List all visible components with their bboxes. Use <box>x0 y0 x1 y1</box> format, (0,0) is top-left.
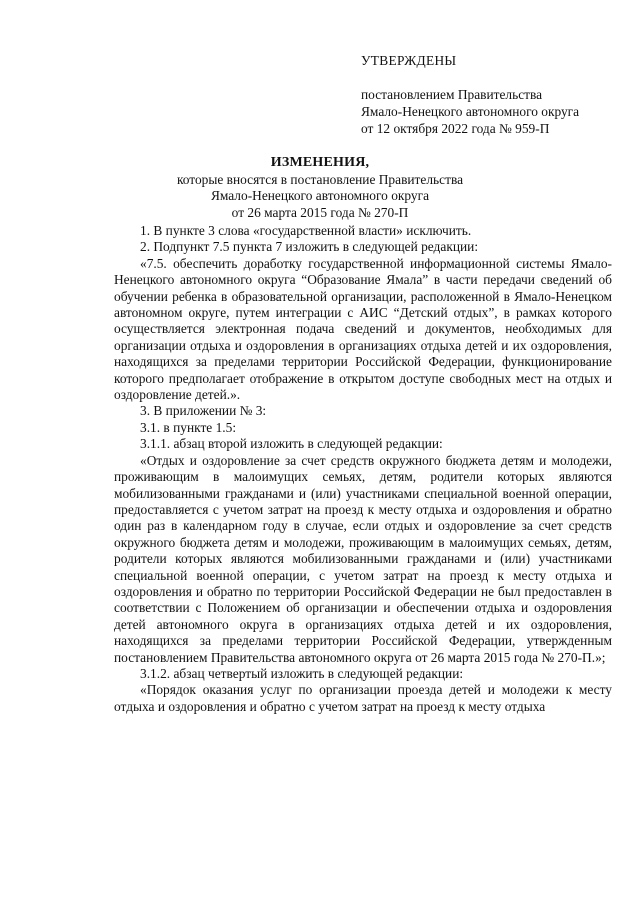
heading-line-3: от 26 марта 2015 года № 270-П <box>231 204 409 220</box>
document-heading <box>150 155 490 221</box>
paragraph-4: 3. В приложении № 3: <box>140 403 267 419</box>
document-body <box>114 223 612 715</box>
approval-line-3: от 12 октября 2022 года № 959-П <box>361 121 550 136</box>
paragraph-1: 1. В пункте 3 слова «государственной власти» исключить. <box>140 223 472 238</box>
approval-block <box>361 52 621 137</box>
paragraph-3: «7.5. обеспечить доработку государственной информационной системы Ямало-Ненецкого автономного округа “Образование Ямала” в части передачи сведений об обучении ребенка в образовательной организации, расположенной в Ямало-Ненецком автономном округе, путем интеграции с АИС “Детский отдых”, в рамках которого осуществляется электронная подача сведений и документов, необходимых для организации отдыха и оздоровления в организациях отдыха детей и их оздоровления, находящихся за пределами территории Российской Федерации, функционирование которого предполагает отображение в открытом доступе свободных мест на отдых и оздоровление детей.». <box>114 255 612 403</box>
paragraph-7: «Отдых и оздоровление за счет средств окружного бюджета детям и молодежи, проживающим в малоимущих семьях, детям, родители которых являются мобилизованными гражданами и (или) участниками специальной военной операции, предоставляется с учетом затрат на проезд к месту отдыха и оздоровления и обратно один раз в календарном году в случае, если отдых и оздоровление за счет средств окружного бюджета детям и молодежи, проживающим в малоимущих семьях, детям, родители которых являются мобилизованными гражданами и (или) участниками специальной военной операции, с учетом затрат на проезд к месту отдыха и оздоровления и обратно по территории Российской Федерации не был предоставлен в соответствии с Положением об организации и обеспечении отдыха и оздоровления детей автономного округа в организациях отдыха детей и их оздоровления, находящихся за пределами территории Российской Федерации, утвержденным постановлением Правительства автономного округа от 26 марта 2015 года № 270-П.»; <box>114 452 612 665</box>
paragraph-8: 3.1.2. абзац четвертый изложить в следующей редакции: <box>140 665 464 681</box>
paragraph-5: 3.1. в пункте 1.5: <box>140 419 237 435</box>
heading-title: ИЗМЕНЕНИЯ, <box>270 155 370 170</box>
paragraph-6: 3.1.1. абзац второй изложить в следующей редакции: <box>140 436 443 452</box>
paragraph-9: «Порядок оказания услуг по организации проезда детей и молодежи к месту отдыха и оздоровления и обратно с учетом затрат на проезд к месту отдыха <box>114 682 612 714</box>
approval-title: УТВЕРЖДЕНЫ <box>361 53 457 68</box>
paragraph-2: 2. Подпункт 7.5 пункта 7 изложить в следующей редакции: <box>140 239 479 255</box>
approval-line-2: Ямало-Ненецкого автономного округа <box>361 104 580 119</box>
heading-line-2: Ямало-Ненецкого автономного округа <box>210 188 430 203</box>
approval-line-1: постановлением Правительства <box>361 87 543 102</box>
heading-line-1: которые вносятся в постановление Правительства <box>176 171 464 187</box>
